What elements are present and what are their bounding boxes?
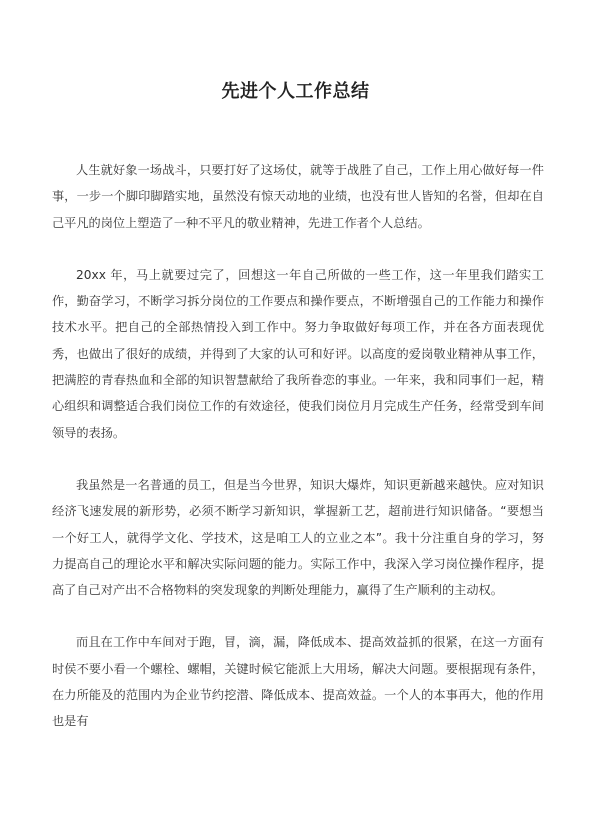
document-title: 先进个人工作总结	[221, 81, 370, 102]
paragraph: 而且在工作中车间对于跑，冒，滴，漏，降低成本、提高效益抓的很紧，在这一方面有时侯不要小看一个螺栓、螺帽，关键时候它能派上大用场，解决大问题。要根据现有条件，在力所能及的范围内为企业节约挖潜、降低成本、提高效益。一个人的本事再大，他的作用也是有	[52, 635, 544, 729]
document-body	[52, 157, 544, 761]
paragraph: 20xx 年，马上就要过完了，回想这一年自己所做的一些工作，这一年里我们踏实工作，勤奋学习，不断学习拆分岗位的工作要点和操作要点，不断增强自己的工作能力和操作技术水平。把自己的全部热情投入到工作中。努力争取做好每项工作，并在各方面表现优秀，也做出了很好的成绩，并得到了大家的认可和好评。以高度的爱岗敬业精神从事工作，把满腔的青春热血和全部的知识智慧献给了我所眷恋的事业。一年来，我和同事们一起，精心组织和调整适合我们岗位工作的有效途径，使我们岗位月月完成生产任务，经常受到车间领导的表扬。	[52, 267, 544, 440]
paragraph: 我虽然是一名普通的员工，但是当今世界，知识大爆炸，知识更新越来越快。应对知识经济飞速发展的新形势，必须不断学习新知识，掌握新工艺，超前进行知识储备。“要想当一个好工人，就得学文化、学技术，这是咱工人的立业之本”。我十分注重自身的学习，努力提高自己的理论水平和解决实际问题的能力。实际工作中，我深入学习岗位操作程序，提高了自己对产出不合格物料的突发现象的判断处理能力，赢得了生产顺利的主动权。	[52, 477, 544, 598]
paragraph: 人生就好象一场战斗，只要打好了这场仗，就等于战胜了自己，工作上用心做好每一件事，一步一个脚印脚踏实地，虽然没有惊天动地的业绩，也没有世人皆知的名誉，但却在自己平凡的岗位上塑造了一种不平凡的敬业精神，先进工作者个人总结。	[52, 163, 544, 230]
